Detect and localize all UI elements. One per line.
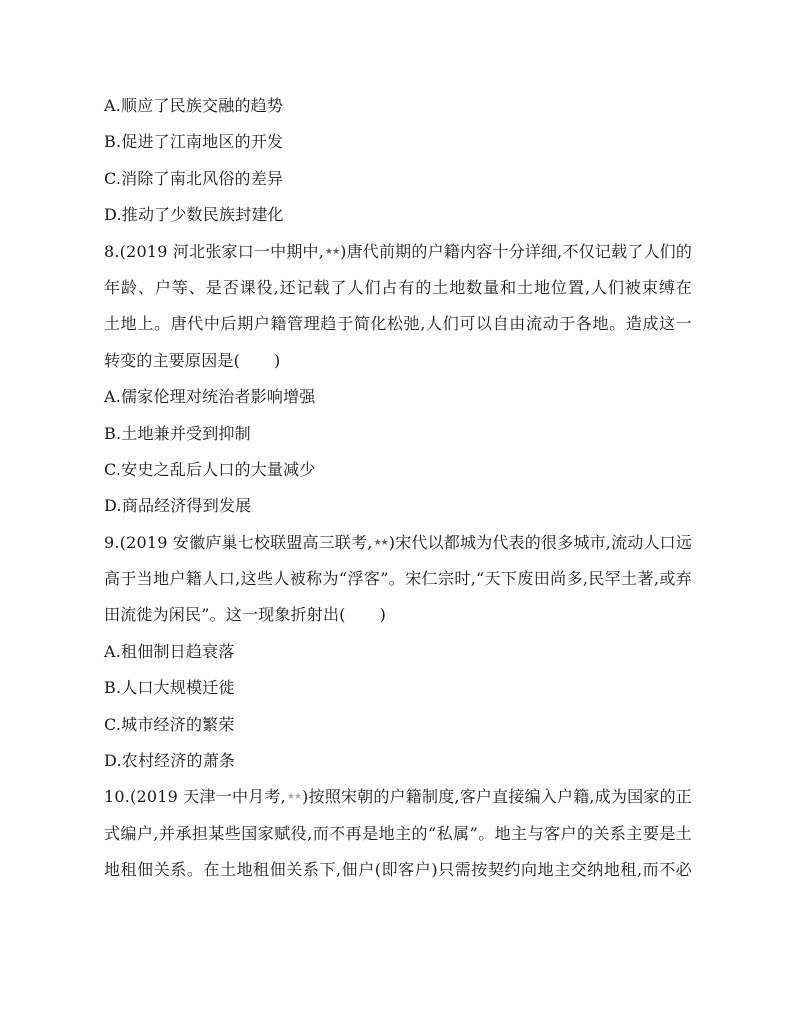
question-10 [104,779,692,888]
question-8 [104,234,692,525]
q9-stem-line-3 [104,597,692,633]
q9-option-c: C.城市经济的繁荣 [104,714,235,734]
q10-stem-line-1 [104,779,692,815]
q8-stem-line-4 [104,343,692,379]
q9-close-paren: ) [379,605,387,625]
q10-stem-line-3: 地租佃关系。在土地租佃关系下,佃户(即客户)只需按契约向地主交纳地租,而不必 [104,860,692,880]
q8-close-paren: ) [274,350,281,370]
q8-stem-text-4: 转变的主要原因是( [104,350,241,370]
q9-source: 9.(2019 安徽庐巢七校联盟高三联考, [104,532,373,552]
q9-stem-line-1 [104,525,692,561]
difficulty-stars-icon: ★★ [325,246,340,257]
q9-stem-text-3: 田流徙为闲民”。这一现象折射出( [104,605,346,625]
q10-stem-line-2: 式编户,并承担某些国家赋役,而不再是地主的“私属”。地主与客户的关系主要是土 [104,823,692,843]
q8-option-a: A.儒家伦理对统治者影响增强 [104,387,316,407]
q8-stem-line-1 [104,234,692,270]
q8-option-c: C.安史之乱后人口的大量减少 [104,459,316,479]
q8-option-b: B.土地兼并受到抑制 [104,423,251,443]
q9-stem-text-1: )宋代以都城为代表的很多城市,流动人口远 [388,532,693,552]
q7-option-a: A.顺应了民族交融的趋势 [104,96,284,115]
q8-option-d: D.商品经济得到发展 [104,496,252,516]
q10-stem-text-1: )按照宋朝的户籍制度,客户直接编入户籍,成为国家的正 [302,787,692,807]
q8-stem-line-3: 土地上。唐代中后期户籍管理趋于简化松弛,人们可以自由流动于各地。造成这一 [104,314,692,334]
q7-option-d: D.推动了少数民族封建化 [104,205,284,225]
question-9 [104,525,692,780]
question-7-options [104,88,692,234]
q7-option-c: C.消除了南北风俗的差异 [104,168,284,188]
q9-option-a: A.租佃制日趋衰落 [104,641,235,661]
document-page [104,88,692,889]
q8-stem-line-2: 年龄、户等、是否课役,还记载了人们占有的土地数量和土地位置,人们被束缚在 [104,277,692,297]
q9-option-d: D.农村经济的萧条 [104,751,236,771]
difficulty-stars-icon: ★★ [286,792,302,803]
q10-source: 10.(2019 天津一中月考, [104,787,286,807]
difficulty-stars-icon: ★★ [373,537,388,548]
q7-option-b: B.促进了江南地区的开发 [104,132,284,152]
q8-source: 8.(2019 河北张家口一中期中, [104,241,324,261]
q9-option-b: B.人口大规模迁徙 [104,678,235,698]
q8-stem-text-1: )唐代前期的户籍内容十分详细,不仅记载了人们的 [340,241,693,261]
q9-stem-line-2: 高于当地户籍人口,这些人被称为“浮客”。宋仁宗时,“天下废田尚多,民罕土著,或弃 [104,569,692,589]
